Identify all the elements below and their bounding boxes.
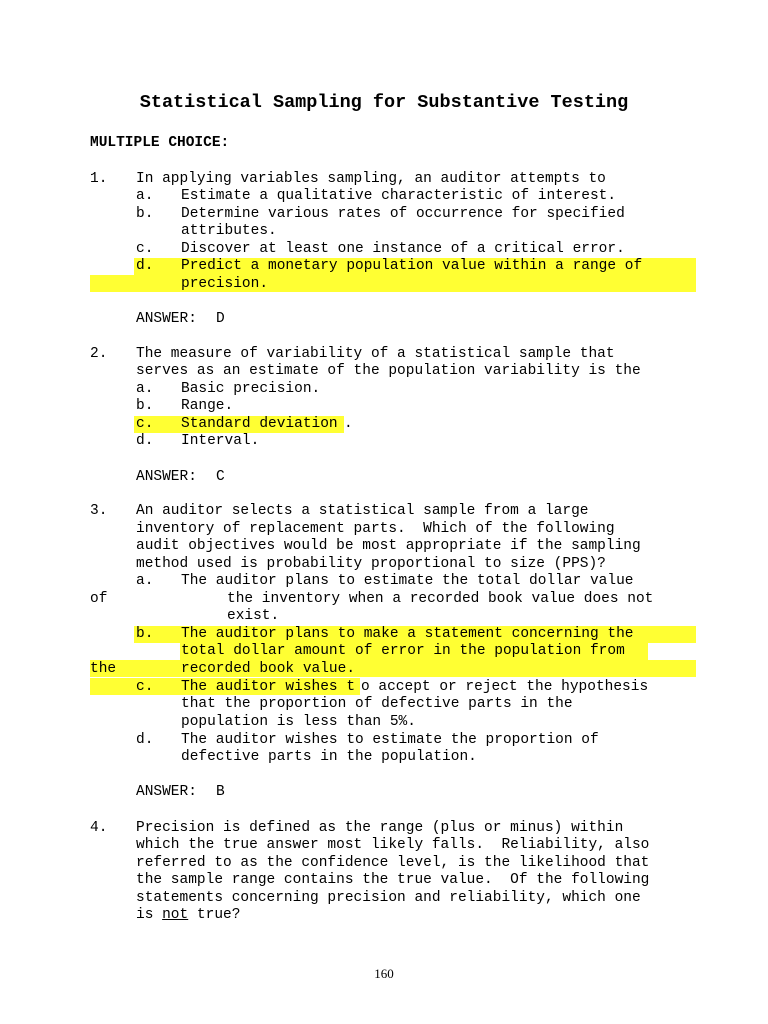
- q3-d-text-2: defective parts in the population.: [181, 749, 477, 765]
- q1-d-text-2: precision.: [181, 276, 269, 292]
- q3-answer: B: [216, 784, 225, 800]
- q2-d-label: d.: [136, 433, 154, 449]
- q1-c-label: c.: [136, 241, 154, 257]
- q3-d-text: The auditor wishes to estimate the proportion of: [181, 732, 599, 748]
- q4-stem: Precision is defined as the range (plus or minus) within: [136, 820, 624, 836]
- q3-c-text: The auditor wishes t: [181, 679, 356, 695]
- q1-d-label: d.: [136, 258, 154, 274]
- q3-stem-3: audit objectives would be most appropriate if the sampling: [136, 538, 641, 554]
- q1-c-text: Discover at least one instance of a critical error.: [181, 241, 625, 257]
- q3-stem-2: inventory of replacement parts. Which of the following: [136, 521, 615, 537]
- q3-b-text-3: recorded book value.: [181, 661, 356, 677]
- q1-d-text: Predict a monetary population value within a range of: [181, 258, 643, 274]
- q3-answer-label: ANSWER:: [136, 784, 197, 800]
- q4-stem-2: which the true answer most likely falls. Reliability, also: [136, 837, 650, 853]
- q4-underlined-word: not: [162, 907, 189, 923]
- q2-c-text-end: .: [344, 416, 353, 432]
- q2-a-text: Basic precision.: [181, 381, 321, 397]
- q2-stem-2: serves as an estimate of the population variability is the: [136, 363, 641, 379]
- q2-c-text: Standard deviation: [181, 416, 338, 432]
- document-title: Statistical Sampling for Substantive Testing: [139, 92, 629, 113]
- page-number: 160: [374, 966, 394, 981]
- q3-c-text-3: population is less than 5%.: [181, 714, 416, 730]
- q4-last-post: true?: [188, 907, 241, 923]
- q3-a-text-2: the inventory when a recorded book value does not: [227, 591, 654, 607]
- section-heading: MULTIPLE CHOICE:: [90, 135, 230, 151]
- q2-answer-label: ANSWER:: [136, 469, 197, 485]
- q3-b-prefix: the: [90, 661, 117, 677]
- q4-last-pre: is: [136, 907, 163, 923]
- q2-answer: C: [216, 469, 225, 485]
- q4-stem-4: the sample range contains the true value. Of the following: [136, 872, 650, 888]
- q1-b-text: Determine various rates of occurrence for specified: [181, 206, 625, 222]
- q3-b-label: b.: [136, 626, 154, 642]
- q4-number: 4.: [90, 820, 108, 836]
- q3-stem: An auditor selects a statistical sample from a large: [136, 503, 589, 519]
- q2-c-label: c.: [136, 416, 154, 432]
- q3-a-prefix: of: [90, 591, 108, 607]
- q3-a-label: a.: [136, 573, 154, 589]
- q3-b-text: The auditor plans to make a statement concerning the: [181, 626, 634, 642]
- q1-a-label: a.: [136, 188, 154, 204]
- q3-c-label: c.: [136, 679, 154, 695]
- q1-answer-label: ANSWER:: [136, 311, 197, 327]
- q1-number: 1.: [90, 171, 108, 187]
- q3-number: 3.: [90, 503, 108, 519]
- q4-stem-3: referred to as the confidence level, is the likelihood that: [136, 855, 650, 871]
- q2-b-text: Range.: [181, 398, 234, 414]
- q3-c-text-cont: o accept or reject the hypothesis: [361, 679, 649, 695]
- q1-a-text: Estimate a qualitative characteristic of interest.: [181, 188, 617, 204]
- q4-stem-last: [136, 907, 240, 924]
- q2-stem: The measure of variability of a statistical sample that: [136, 346, 615, 362]
- q2-a-label: a.: [136, 381, 154, 397]
- q3-a-text-3: exist.: [227, 608, 280, 624]
- q2-number: 2.: [90, 346, 108, 362]
- q3-a-text: The auditor plans to estimate the total dollar value: [181, 573, 634, 589]
- q3-c-text-2: that the proportion of defective parts in the: [181, 696, 573, 712]
- q2-b-label: b.: [136, 398, 154, 414]
- q1-answer: D: [216, 311, 225, 327]
- q1-stem: In applying variables sampling, an auditor attempts to: [136, 171, 606, 187]
- q4-stem-5: statements concerning precision and reliability, which one: [136, 890, 641, 906]
- q1-b-text-2: attributes.: [181, 223, 277, 239]
- q2-d-text: Interval.: [181, 433, 260, 449]
- q3-stem-4: method used is probability proportional to size (PPS)?: [136, 556, 606, 572]
- q3-b-text-2: total dollar amount of error in the population from: [181, 643, 625, 659]
- q3-d-label: d.: [136, 732, 154, 748]
- q1-b-label: b.: [136, 206, 154, 222]
